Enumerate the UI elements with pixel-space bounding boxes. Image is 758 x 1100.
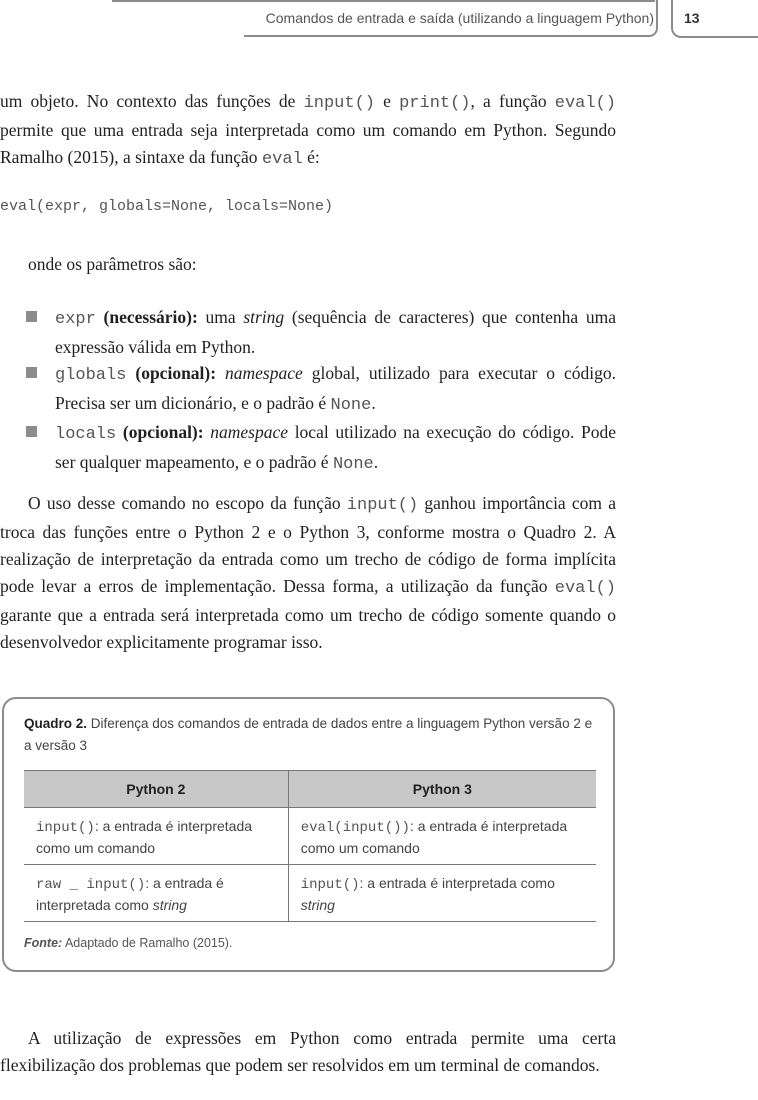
quadro-source: Fonte: Adaptado de Ramalho (2015). [24,936,233,950]
paragraph-eval-intro: um objeto. No contexto das funções de input() e print(), a função eval() permite que uma entrada seja interpretada como um comando em Python. Segundo Ramalho (2015), a sintaxe da função eval é: [0,91,616,169]
quadro-caption: Quadro 2. Diferença dos comandos de entrada de dados entre a linguagem Python versão 2 e a versão 3 [24,716,593,753]
param-item-locals: locals (opcional): namespace local utilizado na execução do código. Pode ser qualquer mapeamento, e o padrão é None. [26,419,616,478]
square-bullet-icon [26,311,37,322]
table-cell: input(): a entrada é interpretada como um comando [24,808,288,865]
comparison-table [24,770,596,922]
page-number: 13 [684,10,700,26]
square-bullet-icon [26,426,37,437]
eval-syntax-code: eval(expr, globals=None, locals=None) [0,198,334,215]
column-header-python3: Python 3 [288,771,596,808]
paragraph-expressions-flexibility: A utilização de expressões em Python como entrada permite uma certa flexibilização dos problemas que podem ser resolvidos em um terminal de comandos. [0,1028,616,1075]
params-intro: onde os parâmetros são: [28,254,197,274]
table-cell: input(): a entrada é interpretada como string [288,865,596,922]
paragraph-eval-importance: O uso desse comando no escopo da função input() ganhou importância com a troca das funções entre o Python 2 e o Python 3, conforme mostra o Quadro 2. A realização de interpretação da entrada como um trecho de código de forma implícita pode levar a erros de implementação. Dessa forma, a utilização da função eval() garante que a entrada será interpretada como um trecho de código somente quando o desenvolvedor explicitamente programar isso. [0,493,616,652]
column-header-python2: Python 2 [24,771,288,808]
square-bullet-icon [26,367,37,378]
param-item-expr: expr (necessário): uma string (sequência de caracteres) que contenha uma expressão válida em Python. [26,304,616,360]
table-header-row [24,771,596,808]
table-row [24,865,596,922]
quadro-2-box [2,697,615,972]
table-cell: raw _ input(): a entrada é interpretada como string [24,865,288,922]
table-cell: eval(input()): a entrada é interpretada como um comando [288,808,596,865]
param-item-globals: globals (opcional): namespace global, utilizado para executar o código. Precisa ser um dicionário, e o padrão é None. [26,360,616,419]
table-row [24,808,596,865]
running-header-title: Comandos de entrada e saída (utilizando a linguagem Python) [265,10,654,26]
params-list [26,304,616,478]
